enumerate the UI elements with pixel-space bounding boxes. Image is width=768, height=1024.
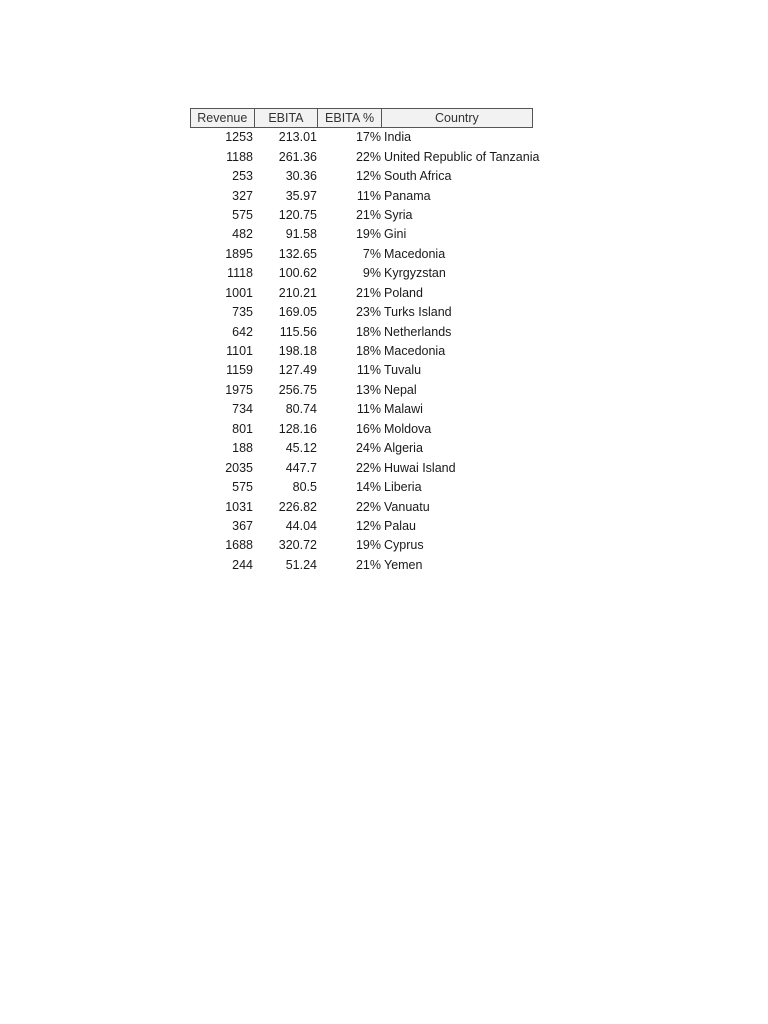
cell-country[interactable]: Gini [384, 227, 407, 242]
cell-country[interactable]: Algeria [384, 441, 423, 456]
cell-ebita-percent[interactable]: 12% [355, 518, 381, 533]
table-row [190, 458, 533, 477]
cell-revenue[interactable]: 2035 [225, 460, 253, 475]
cell-ebita[interactable]: 320.72 [278, 538, 317, 553]
cell-revenue[interactable]: 1159 [226, 363, 253, 378]
cell-ebita-percent[interactable]: 16% [355, 421, 381, 436]
table-row [190, 517, 533, 536]
cell-revenue[interactable]: 1031 [225, 499, 253, 514]
cell-ebita-percent[interactable]: 21% [355, 557, 381, 572]
cell-country[interactable]: Macedonia [384, 344, 446, 359]
cell-ebita-percent[interactable]: 21% [355, 207, 381, 222]
cell-ebita-percent[interactable]: 22% [355, 460, 381, 475]
cell-ebita[interactable]: 115.56 [279, 324, 317, 339]
cell-revenue[interactable]: 575 [232, 480, 253, 495]
cell-ebita[interactable]: 256.75 [278, 382, 317, 397]
cell-country[interactable]: Turks Island [384, 305, 452, 320]
cell-country[interactable]: Malawi [384, 402, 423, 417]
cell-country[interactable]: United Republic of Tanzania [384, 149, 540, 164]
cell-revenue[interactable]: 1118 [227, 266, 253, 281]
cell-ebita-percent[interactable]: 22% [355, 499, 381, 514]
cell-country[interactable]: Huwai Island [384, 460, 456, 475]
cell-revenue[interactable]: 367 [232, 518, 253, 533]
cell-country[interactable]: Nepal [384, 382, 417, 397]
table-row [190, 400, 533, 419]
header-revenue[interactable]: Revenue [191, 109, 255, 127]
cell-ebita-percent[interactable]: 9% [362, 266, 381, 281]
cell-country[interactable]: Netherlands [384, 324, 452, 339]
cell-ebita[interactable]: 80.74 [285, 402, 317, 417]
table-header [190, 108, 533, 128]
header-country[interactable]: Country [435, 111, 479, 125]
cell-ebita[interactable]: 80.5 [292, 480, 317, 495]
cell-revenue[interactable]: 327 [232, 188, 253, 203]
table-row [190, 245, 533, 264]
cell-ebita-percent[interactable]: 11% [356, 402, 381, 417]
cell-revenue[interactable]: 642 [232, 324, 253, 339]
cell-ebita-percent[interactable]: 21% [355, 285, 381, 300]
cell-ebita[interactable]: 35.97 [285, 188, 317, 203]
table-row [190, 497, 533, 516]
table-body [190, 128, 540, 575]
cell-revenue[interactable]: 482 [232, 227, 253, 242]
cell-ebita-percent[interactable]: 23% [355, 305, 381, 320]
cell-revenue[interactable]: 188 [232, 441, 253, 456]
header-ebita-percent[interactable]: EBITA % [318, 109, 382, 127]
cell-ebita-percent[interactable]: 24% [355, 441, 381, 456]
cell-revenue[interactable]: 253 [232, 169, 253, 184]
cell-ebita[interactable]: 44.04 [285, 518, 317, 533]
cell-ebita-percent[interactable]: 14% [355, 480, 381, 495]
cell-country[interactable]: Moldova [384, 421, 432, 436]
cell-ebita[interactable]: 210.21 [278, 285, 317, 300]
table-row [190, 342, 533, 361]
table-row [190, 225, 533, 244]
table-row [190, 147, 540, 166]
cell-revenue[interactable]: 244 [232, 557, 253, 572]
cell-revenue[interactable]: 1001 [225, 285, 253, 300]
table-row [190, 556, 533, 575]
cell-ebita-percent[interactable]: 18% [355, 344, 381, 359]
cell-ebita[interactable]: 198.18 [278, 344, 317, 359]
cell-country[interactable]: Liberia [384, 480, 422, 495]
cell-revenue[interactable]: 801 [232, 421, 253, 436]
cell-ebita-percent[interactable]: 17% [355, 130, 381, 145]
cell-ebita-percent[interactable]: 13% [355, 382, 381, 397]
cell-revenue[interactable]: 1188 [226, 149, 253, 164]
cell-country[interactable]: Macedonia [384, 246, 446, 261]
cell-revenue[interactable]: 1975 [225, 382, 253, 397]
table-row [190, 478, 533, 497]
cell-revenue[interactable]: 734 [232, 402, 253, 417]
cell-ebita-percent[interactable]: 11% [356, 363, 381, 378]
cell-ebita-percent[interactable]: 11% [356, 188, 381, 203]
table-row [190, 322, 533, 341]
cell-ebita-percent[interactable]: 19% [355, 227, 381, 242]
cell-country[interactable]: Tuvalu [384, 363, 422, 378]
table-row [190, 439, 533, 458]
table-row [190, 361, 533, 380]
table-row [190, 381, 533, 400]
cell-country[interactable]: India [384, 130, 412, 145]
cell-ebita-percent[interactable]: 18% [355, 324, 381, 339]
cell-ebita[interactable]: 261.36 [278, 149, 317, 164]
table-row [190, 303, 533, 322]
cell-ebita-percent[interactable]: 22% [355, 149, 381, 164]
cell-ebita-percent[interactable]: 19% [355, 538, 381, 553]
cell-revenue[interactable]: 575 [232, 207, 253, 222]
cell-ebita[interactable]: 30.36 [285, 169, 317, 184]
cell-country[interactable]: Panama [384, 188, 431, 203]
cell-ebita[interactable]: 100.62 [278, 266, 317, 281]
cell-revenue[interactable]: 735 [232, 305, 253, 320]
cell-country[interactable]: Vanuatu [384, 499, 430, 514]
data-table [190, 108, 540, 575]
cell-country[interactable]: South Africa [384, 169, 452, 184]
cell-ebita[interactable]: 132.65 [278, 246, 317, 261]
table-row [190, 167, 533, 186]
cell-revenue[interactable]: 1895 [225, 246, 253, 261]
cell-ebita[interactable]: 127.49 [278, 363, 317, 378]
cell-ebita[interactable]: 120.75 [278, 207, 317, 222]
table-row [190, 264, 533, 283]
cell-revenue[interactable]: 1101 [226, 344, 253, 359]
table-row [190, 420, 533, 439]
cell-ebita[interactable]: 213.01 [278, 130, 317, 145]
cell-ebita[interactable]: 91.58 [285, 227, 317, 242]
cell-country[interactable]: Yemen [384, 557, 423, 572]
cell-ebita-percent[interactable]: 7% [362, 246, 381, 261]
table-row [190, 186, 533, 205]
cell-ebita[interactable]: 447.7 [285, 460, 317, 475]
cell-country[interactable]: Syria [384, 207, 413, 222]
cell-ebita-percent[interactable]: 12% [355, 169, 381, 184]
cell-country[interactable]: Poland [384, 285, 423, 300]
table-row [190, 536, 533, 555]
table-row [190, 128, 533, 147]
table-row [190, 284, 533, 303]
table-row [190, 206, 533, 225]
cell-country[interactable]: Kyrgyzstan [384, 266, 446, 281]
cell-ebita[interactable]: 45.12 [285, 441, 317, 456]
cell-ebita[interactable]: 226.82 [278, 499, 317, 514]
cell-country[interactable]: Cyprus [384, 538, 424, 553]
cell-revenue[interactable]: 1688 [225, 538, 253, 553]
cell-ebita[interactable]: 169.05 [278, 305, 317, 320]
header-ebita[interactable]: EBITA [255, 109, 319, 127]
cell-country[interactable]: Palau [384, 518, 416, 533]
cell-ebita[interactable]: 51.24 [285, 557, 317, 572]
cell-ebita[interactable]: 128.16 [278, 421, 317, 436]
cell-revenue[interactable]: 1253 [225, 130, 253, 145]
